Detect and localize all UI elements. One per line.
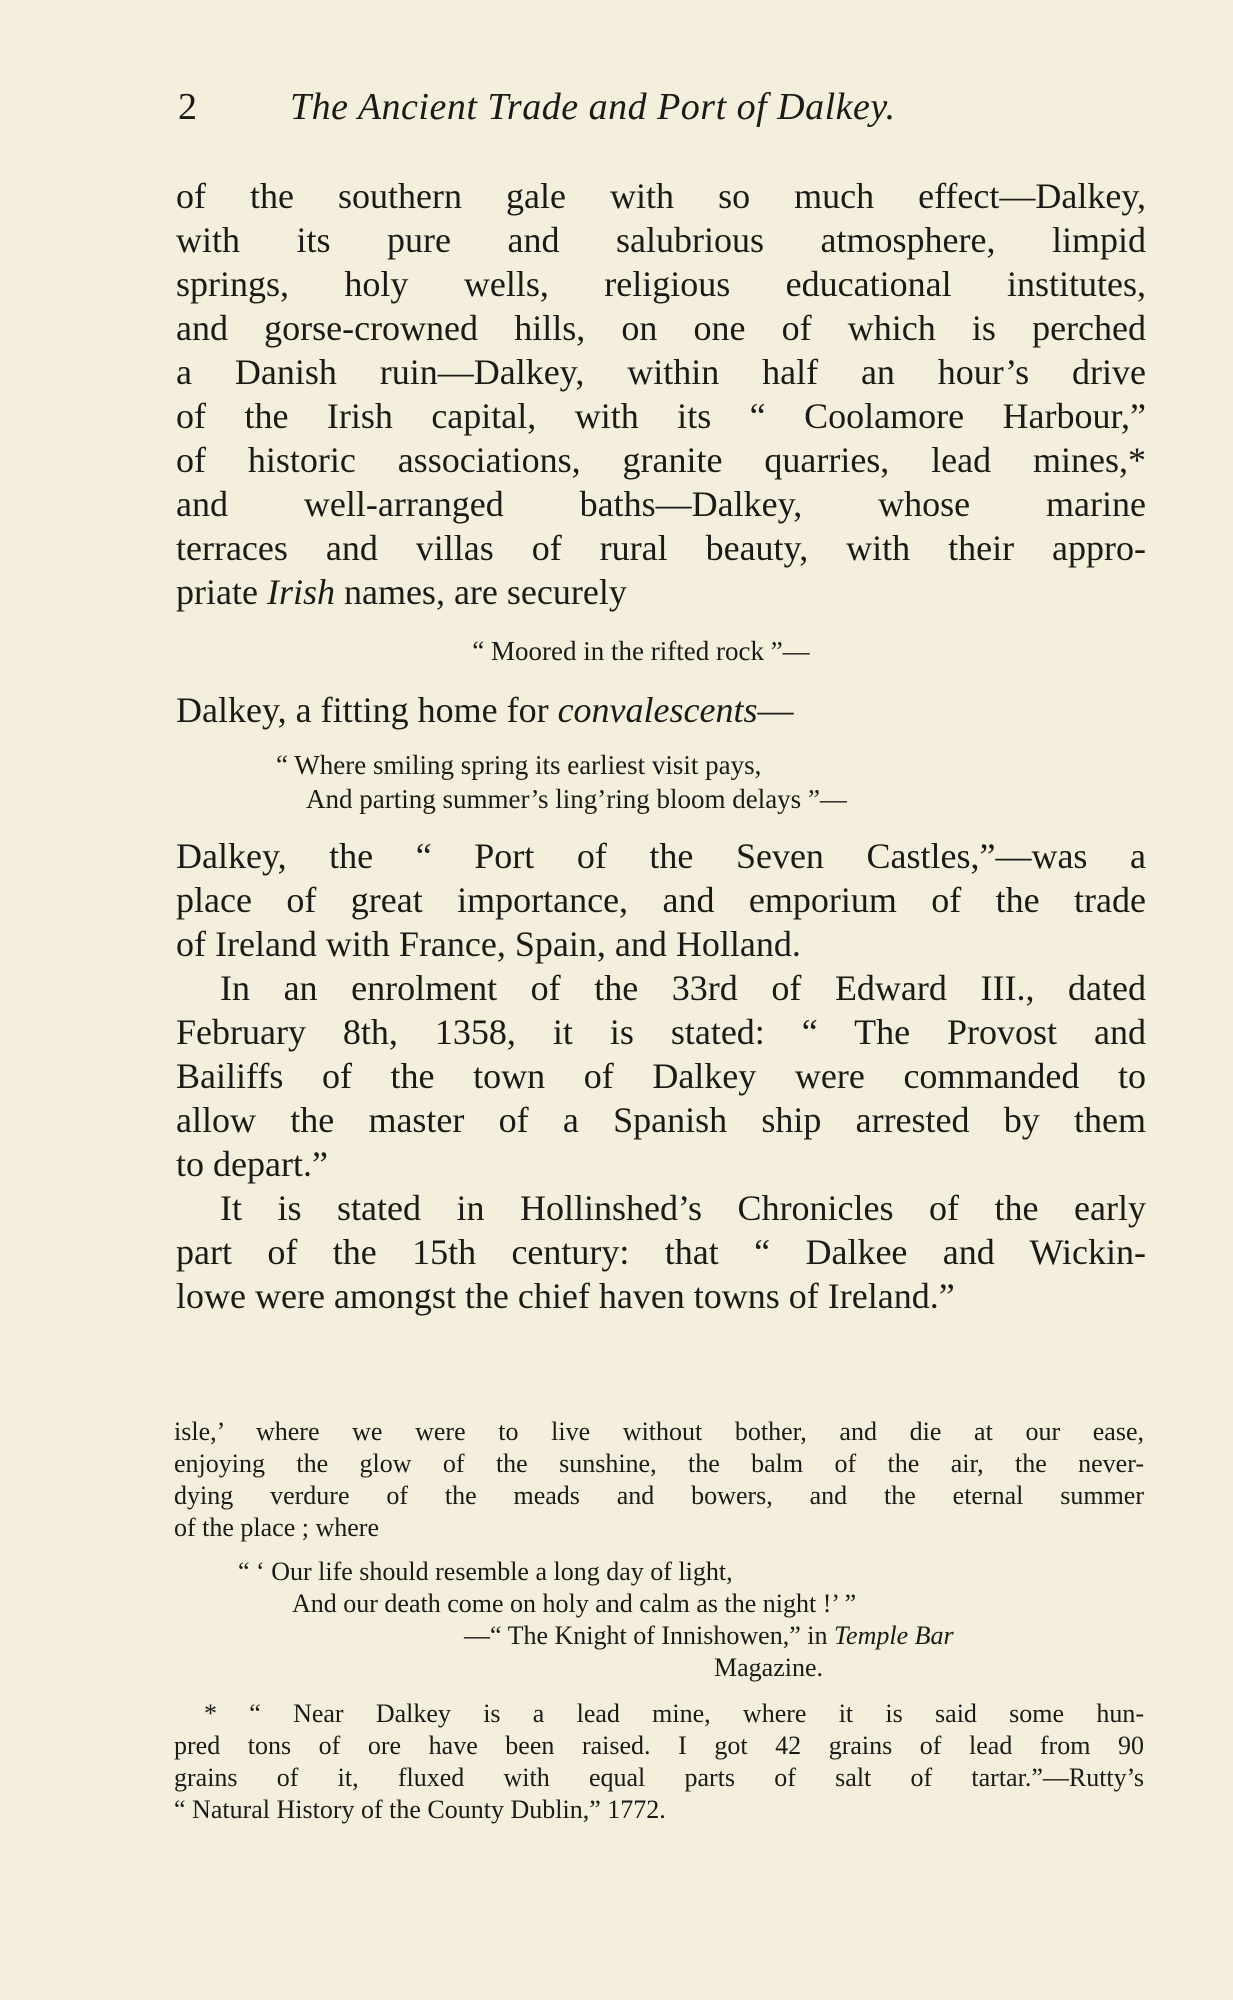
text-line: of historic associations, granite quarries, lead mines,* [176,440,1146,480]
text-line: February 8th, 1358, it is stated: “ The Provost and [176,1012,1146,1052]
footnote-line: enjoying the glow of the sunshine, the balm of the air, the never- [174,1449,1144,1478]
text-line [176,688,1146,732]
verse-quotation [176,748,1146,816]
verse-line: “ ‘ Our life should resemble a long day of light, [238,1557,733,1586]
paragraph-1 [176,174,1146,614]
text-line: of Ireland with France, Spain, and Holland. [176,924,801,964]
text-fragment: names, are securely [334,572,627,612]
text-fragment: Dalkey, a fitting home for [176,690,558,730]
text-line: to depart.” [176,1144,328,1184]
text-line: Bailiffs of the town of Dalkey were commanded to [176,1056,1146,1096]
italic-word: Irish [266,572,335,612]
paragraph-3 [176,966,1146,1186]
italic-word: convalescents [557,690,758,730]
text-line: with its pure and salubrious atmosphere, limpid [176,220,1146,260]
page-number: 2 [178,86,197,128]
attribution [174,1620,1144,1652]
text-line: place of great importance, and emporium of the trade [176,880,1146,920]
footnote-line: dying verdure of the meads and bowers, and the eternal summer [174,1481,1144,1510]
text-fragment: — [757,690,794,730]
text-line: of the southern gale with so much effect—Dalkey, [176,176,1146,216]
page-header [178,82,1078,132]
footnote-line: pred tons of ore have been raised. I got 42 grains of lead from 90 [174,1731,1144,1760]
footnote-line: * “ Near Dalkey is a lead mine, where it is said some hun- [204,1699,1144,1728]
footnote-continued [174,1416,1144,1684]
paragraph-4 [176,1186,1146,1318]
paragraph-2 [176,834,1146,966]
footnotes [174,1416,1144,1826]
main-text [176,174,1146,1318]
text-line: springs, holy wells, religious educational institutes, [176,264,1146,304]
text-line: of the Irish capital, with its “ Coolamore Harbour,” [176,396,1146,436]
attribution-end: Magazine. [714,1653,824,1682]
verse-line: “ Where smiling spring its earliest visit pays, [276,750,762,780]
text-fragment: priate [176,572,267,612]
text-line: lowe were amongst the chief haven towns of Ireland.” [176,1276,955,1316]
quotation-moored: “ Moored in the rifted rock ”— [472,636,810,666]
text-line: It is stated in Hollinshed’s Chronicles of the early [220,1188,1146,1228]
convalescent-line [176,688,1146,732]
footnote-line: “ Natural History of the County Dublin,” 1772. [174,1795,666,1824]
text-line [176,570,1146,614]
text-line: and well-arranged baths—Dalkey, whose marine [176,484,1146,524]
footnote-lead-mine [174,1698,1144,1826]
text-fragment: —“ The Knight of Innishowen,” in [464,1621,834,1650]
footnote-line: grains of it, fluxed with equal parts of salt of tartar.”—Rutty’s [174,1763,1144,1792]
footnote-verse [174,1556,1144,1684]
text-line: In an enrolment of the 33rd of Edward III., dated [220,968,1146,1008]
running-title: The Ancient Trade and Port of Dalkey. [290,86,896,128]
text-line: part of the 15th century: that “ Dalkee and Wickin- [176,1232,1146,1272]
footnote-line: isle,’ where we were to live without bother, and die at our ease, [174,1417,1144,1446]
footnote-line: of the place ; where [174,1513,380,1542]
text-line: and gorse-crowned hills, on one of which is perched [176,308,1146,348]
text-line: allow the master of a Spanish ship arrested by them [176,1100,1146,1140]
verse-line: And our death come on holy and calm as the night !’ ” [292,1589,857,1618]
text-line: a Danish ruin—Dalkey, within half an hour’s drive [176,352,1146,392]
verse-line: And parting summer’s ling’ring bloom delays ”— [306,784,847,814]
italic-title: Temple Bar [833,1621,954,1650]
text-line: Dalkey, the “ Port of the Seven Castles,”—was a [176,836,1146,876]
text-line: terraces and villas of rural beauty, with their appro- [176,528,1146,568]
